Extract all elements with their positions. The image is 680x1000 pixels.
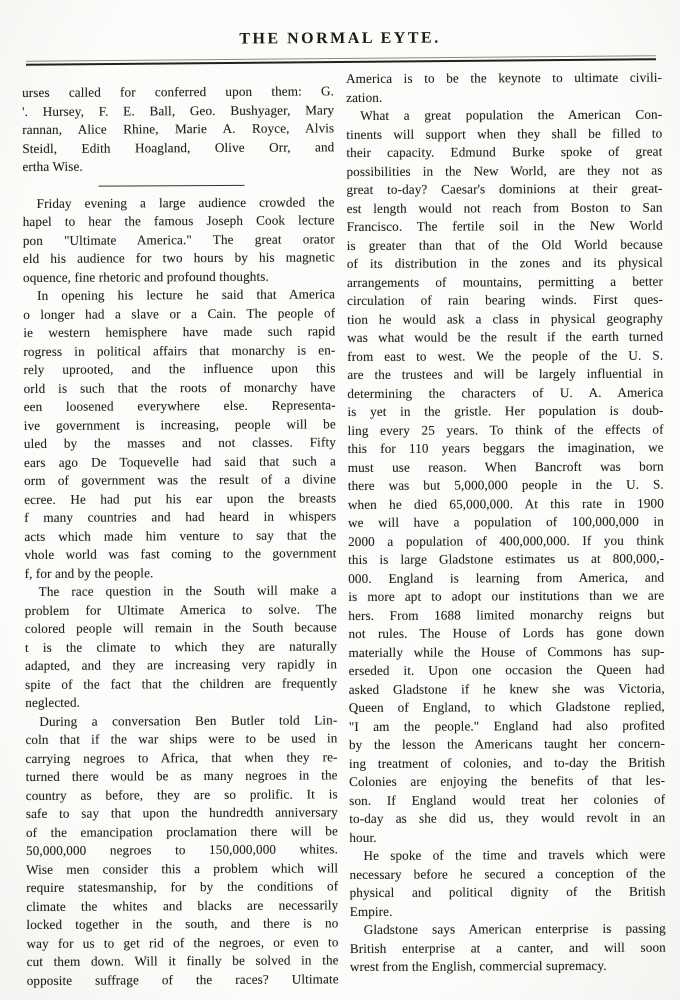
text-line: ie western hemisphere have made such rapid [23,323,336,340]
paragraph [346,106,665,847]
text-line: vhole world was fast coming to the government [24,545,337,562]
text-line: ertha Wise. [22,158,83,174]
text-line: ing treatment of colonies, and to-day the British [348,754,666,771]
text-line: oquence, fine rhetoric and profound thoughts. [22,268,269,285]
text-line: f, for and by the people. [24,564,154,581]
text-line: great to-day? Caesar's dominions at their great- [346,180,663,197]
text-line: 000. England is learning from America, and [348,569,665,586]
text-line: What a great population the American Con- [360,106,663,123]
text-line: carrying negroes to Africa, that when they re- [25,748,338,766]
text-line: when he died 65,000,000. At this rate in 1900 [347,495,664,512]
text-line: In opening his lecture he said that America [37,286,336,303]
masthead-rule [26,55,656,65]
text-line: The race question in the South will make a [38,582,337,599]
text-line: cut them down. Will it finally be solved in the [26,952,339,969]
text-line: British enterprise at a canter, and will soon [349,939,666,956]
text-line: urses called for conferred upon them: G. [22,83,335,100]
text-line: climate the whites and blacks are necessarily [26,896,339,914]
text-line: safe to say that upon the hundredth anniversary [25,804,338,821]
text-line: this is large Gladstone estimates us at 800,000,- [348,550,665,567]
text-line: turned there would be as many negroes in the [25,767,338,784]
text-line: must use reason. When Bancroft was born [347,458,664,475]
text-line: determining the characters of U. A. America [347,384,664,401]
text-line: hapel to hear the famous Joseph Cook lecture [22,212,335,229]
text-line: uled by the masses and not classes. Fifty [23,434,336,451]
left-column [22,82,339,990]
text-line: problem for Ultimate America to solve. The [24,600,337,618]
paragraph [23,193,335,287]
text-line: pon "Ultimate America." The great orator [22,230,335,248]
text-line: Queen of England, to which Gladstone replied, [348,698,665,715]
text-line: rely uprooted, and the influence upon this [23,360,336,377]
text-line: necessary before he secured a conception of the [349,865,666,882]
page-title: THE NORMAL EYTE. [239,29,441,48]
text-line: physical and political dignity of the British [349,883,666,900]
text-line: ears ago De Toquevelle had said that such a [23,452,337,470]
text-line: Gladstone says American enterprise is passing [363,920,666,937]
text-line: by the lesson the Americans taught her concern- [348,735,665,752]
text-line: is yet in the gristle. Her population is doub- [347,402,664,419]
right-column [346,69,666,977]
paragraph [349,846,665,921]
text-line: een loosened everywhere else. Representa- [23,397,336,414]
text-line: son. If England would treat her colonies of [349,791,666,808]
paragraph [350,920,666,977]
text-line: of the emancipation proclamation there will be [25,822,338,840]
text-line: colored people will remain in the South because [24,619,337,636]
paragraph [25,581,338,712]
paragraph [25,711,338,990]
text-line: acts which made him venture to say that the [24,526,337,544]
text-line: way for us to get rid of the negroes, or even to [26,933,339,951]
text-line: ecree. He had put his ear upon the breasts [24,489,337,507]
section-divider [99,184,245,186]
text-line: arrangements of mountains, permitting a better [346,273,663,290]
text-line: require statesmanship, for by the conditions of [26,878,339,895]
text-line: Friday evening a large audience crowded the [36,193,335,211]
text-line: hers. From 1688 limited monarchy reigns but [348,606,665,623]
text-line: 2000 a population of 400,000,000. If you think [348,532,665,549]
text-line: ling every 25 years. To think of the effects of [347,421,664,438]
text-line: Empire. [349,903,393,919]
text-line: orm of government was the result of a divine [24,471,337,488]
text-line: materially while the House of Commons has sup- [348,643,665,660]
text-line: o longer had a slave or a Cain. The people of [23,304,336,322]
text-line: zation. [346,89,383,105]
text-line: asked Gladstone if he knew she was Victoria, [348,680,665,697]
text-line: hour. [349,829,377,845]
text-line: "I am the people." England had also profited [348,717,665,734]
text-line: are the trustees and will be largely influential in [347,365,664,382]
paragraph [22,82,334,176]
text-line: there was but 5,000,000 people in the U. S. [347,476,664,493]
paragraph [23,285,337,583]
text-line: He spoke of the time and travels which were [363,846,666,863]
text-line: Francisco. The fertile soil in the New World [346,217,663,234]
text-line: country as before, they are so prolific. It is [25,785,338,803]
text-line: locked together in the south, and there is no [26,915,339,932]
text-line: circulation of rain bearing winds. First ques- [346,291,664,308]
text-line: Steidl, Edith Hoagland, Olive Orr, and [22,138,335,156]
text-line: 50,000,000 negroes to 150,000,000 whites. [25,841,339,858]
text-line: from east to west. We the people of the U. S. [347,347,664,364]
text-line: of its distribution in the zones and its physical [346,254,663,271]
text-line: coln that if the war ships were to be used in [25,730,338,747]
text-line: Wise men consider this a problem which will [26,859,339,877]
text-line: was what would be the result if the earth turned [347,328,664,345]
text-line: Colonies are enjoying the benefits of that les- [349,772,666,789]
text-line: ive government is increasing, people will be [23,415,336,433]
text-line: not rules. The House of Lords has gone down [348,624,665,641]
text-line: '. Hursey, F. E. Ball, Geo. Bushyager, Mary [22,101,335,119]
text-line: neglected. [25,694,81,710]
text-line: possibilities in the New World, are they not as [346,162,663,179]
text-line: to-day as she did us, they would revolt in an [349,809,666,826]
text-line: tinents will support when they shall be filled to [346,125,663,142]
text-line: is greater than that of the Old World because [346,236,663,253]
text-line: tion he would ask a class in physical geography [347,310,664,327]
text-line: opposite suffrage of the races? Ultimate [26,970,339,988]
text-line: orld is such that the roots of monarchy have [23,378,336,396]
text-line: rogress in political affairs that monarchy is en- [23,341,336,359]
text-line: spite of the fact that the children are frequently [25,674,338,692]
text-line: we will have a population of 100,000,000 in [347,513,665,530]
text-line: adapted, and they are increasing very rapidly in [25,656,338,673]
text-line: eld his audience for two hours by his magnetic [22,249,335,266]
text-line: erseded it. Upon one occasion the Queen had [348,661,665,678]
text-line: est length would not reach from Boston to San [346,199,663,216]
text-line: America is to be the keynote to ultimate civili- [346,69,663,86]
text-line: their capacity. Edmund Burke spoke of great [346,143,663,160]
text-line: During a conversation Ben Butler told Lin- [39,711,338,729]
text-line: wrest from the English, commercial supremacy. [349,957,607,974]
text-line: f many countries and had heard in whispers [24,508,337,525]
paragraph [346,69,662,107]
text-line: t is the climate to which they are naturally [24,637,337,655]
text-line: this for 110 years beggars the imagination, we [347,439,664,456]
text-line: rannan, Alice Rhine, Marie A. Royce, Alvis [22,120,335,137]
text-line: is more apt to adopt our institutions than we are [348,587,665,604]
